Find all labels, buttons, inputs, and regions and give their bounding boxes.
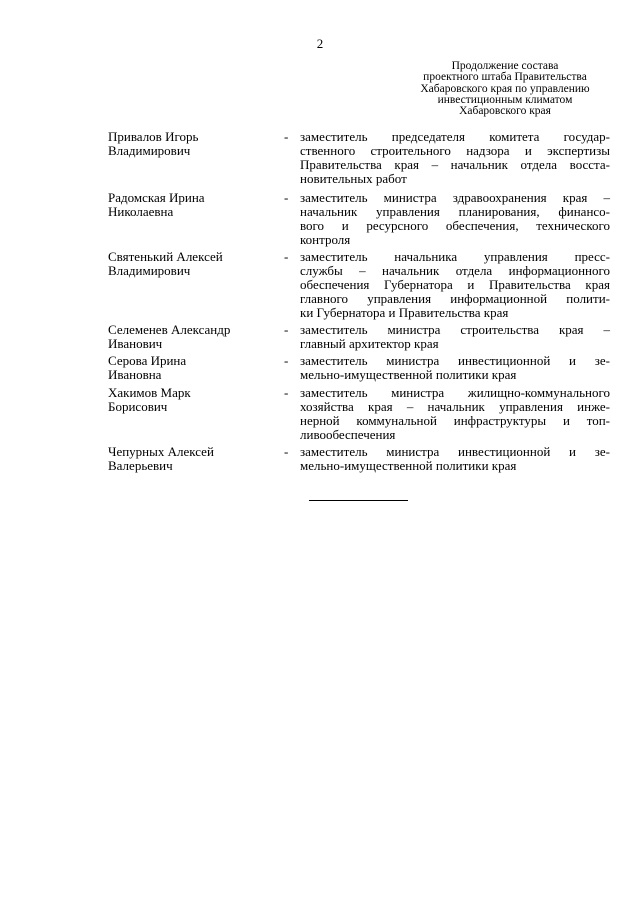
member-patronymic-line: Владимирович	[108, 143, 191, 158]
position-line: контроля	[300, 231, 351, 247]
member-surname-line: Привалов Игорь	[108, 129, 199, 144]
position-line: главного управления информационной полити-	[300, 290, 610, 306]
position-line: заместитель министра строительства края –	[300, 322, 610, 337]
position-line: главный архитектор края	[300, 335, 439, 351]
member-patronymic-line: Иванович	[108, 336, 163, 351]
member-position	[300, 445, 610, 473]
member-position	[300, 130, 610, 186]
member-entry	[0, 445, 640, 477]
member-surname-line: Радомская Ирина	[108, 190, 205, 205]
member-entry	[0, 250, 640, 323]
member-patronymic-line: Николаевна	[108, 204, 174, 219]
position-line: начальник управления планирования, финансо-	[300, 203, 610, 219]
position-line: нерной коммунальной инфраструктуры и топ-	[300, 412, 610, 428]
member-entry	[0, 386, 640, 445]
member-name	[108, 130, 278, 158]
position-line: заместитель министра инвестиционной и зе-	[300, 353, 610, 368]
member-patronymic-line: Борисович	[108, 399, 168, 414]
continuation-title-line: Продолжение состава	[451, 60, 559, 72]
dash-separator: -	[284, 322, 289, 337]
member-name	[108, 354, 278, 382]
position-line: обеспечения Губернатора и Правительства края	[300, 276, 610, 292]
member-patronymic-line: Валерьевич	[108, 458, 173, 473]
member-entry	[0, 323, 640, 354]
dash-separator: -	[284, 353, 289, 368]
member-entry	[0, 191, 640, 250]
position-line: мельно-имущественной политики края	[300, 457, 517, 473]
position-line: новительных работ	[300, 170, 407, 186]
dash-separator: -	[284, 385, 289, 400]
member-surname-line: Селеменев Александр	[108, 322, 231, 337]
member-name	[108, 323, 278, 351]
position-line: заместитель министра здравоохранения края –	[300, 190, 610, 205]
member-position	[300, 191, 610, 247]
closing-rule	[309, 500, 408, 501]
member-surname-line: Чепурных Алексей	[108, 444, 214, 459]
member-surname-line: Хакимов Марк	[108, 385, 191, 400]
dash-separator: -	[284, 129, 289, 144]
position-line: заместитель начальника управления пресс-	[300, 249, 610, 264]
position-line: мельно-имущественной политики края	[300, 366, 517, 382]
member-position	[300, 250, 610, 320]
position-line: службы – начальник отдела информационного	[300, 262, 610, 278]
member-entry	[0, 130, 640, 191]
member-name	[108, 191, 278, 219]
position-line: ливообеспечения	[300, 426, 396, 442]
member-position	[300, 323, 610, 351]
dash-separator: -	[284, 190, 289, 205]
position-line: вого и ресурсного обеспечения, технического	[300, 217, 610, 233]
position-line: хозяйства края – начальник управления инже-	[300, 398, 610, 414]
position-line: ственного строительного надзора и экспертизы	[300, 142, 610, 158]
position-line: заместитель председателя комитета государ-	[300, 129, 610, 144]
member-surname-line: Святенький Алексей	[108, 249, 223, 264]
position-line: заместитель министра жилищно-коммунального	[300, 385, 610, 400]
continuation-title-line: проектного штаба Правительства	[423, 71, 587, 84]
page-number: 2	[316, 36, 324, 51]
dash-separator: -	[284, 444, 289, 459]
member-patronymic-line: Ивановна	[108, 367, 162, 382]
member-name	[108, 250, 278, 278]
member-position	[300, 386, 610, 442]
member-name	[108, 445, 278, 473]
dash-separator: -	[284, 249, 289, 264]
position-line: ки Губернатора и Правительства края	[300, 304, 509, 320]
continuation-title-line: Хабаровского края по управлению	[420, 82, 590, 95]
member-entry	[0, 354, 640, 386]
member-name	[108, 386, 278, 414]
position-line: Правительства края – начальник отдела восста-	[300, 156, 610, 172]
continuation-title	[405, 61, 605, 117]
member-list	[0, 130, 640, 477]
continuation-title-line: инвестиционным климатом	[437, 93, 573, 106]
member-patronymic-line: Владимирович	[108, 263, 191, 278]
position-line: заместитель министра инвестиционной и зе-	[300, 444, 610, 459]
member-surname-line: Серова Ирина	[108, 353, 187, 368]
member-position	[300, 354, 610, 382]
continuation-title-line: Хабаровского края	[459, 105, 551, 118]
